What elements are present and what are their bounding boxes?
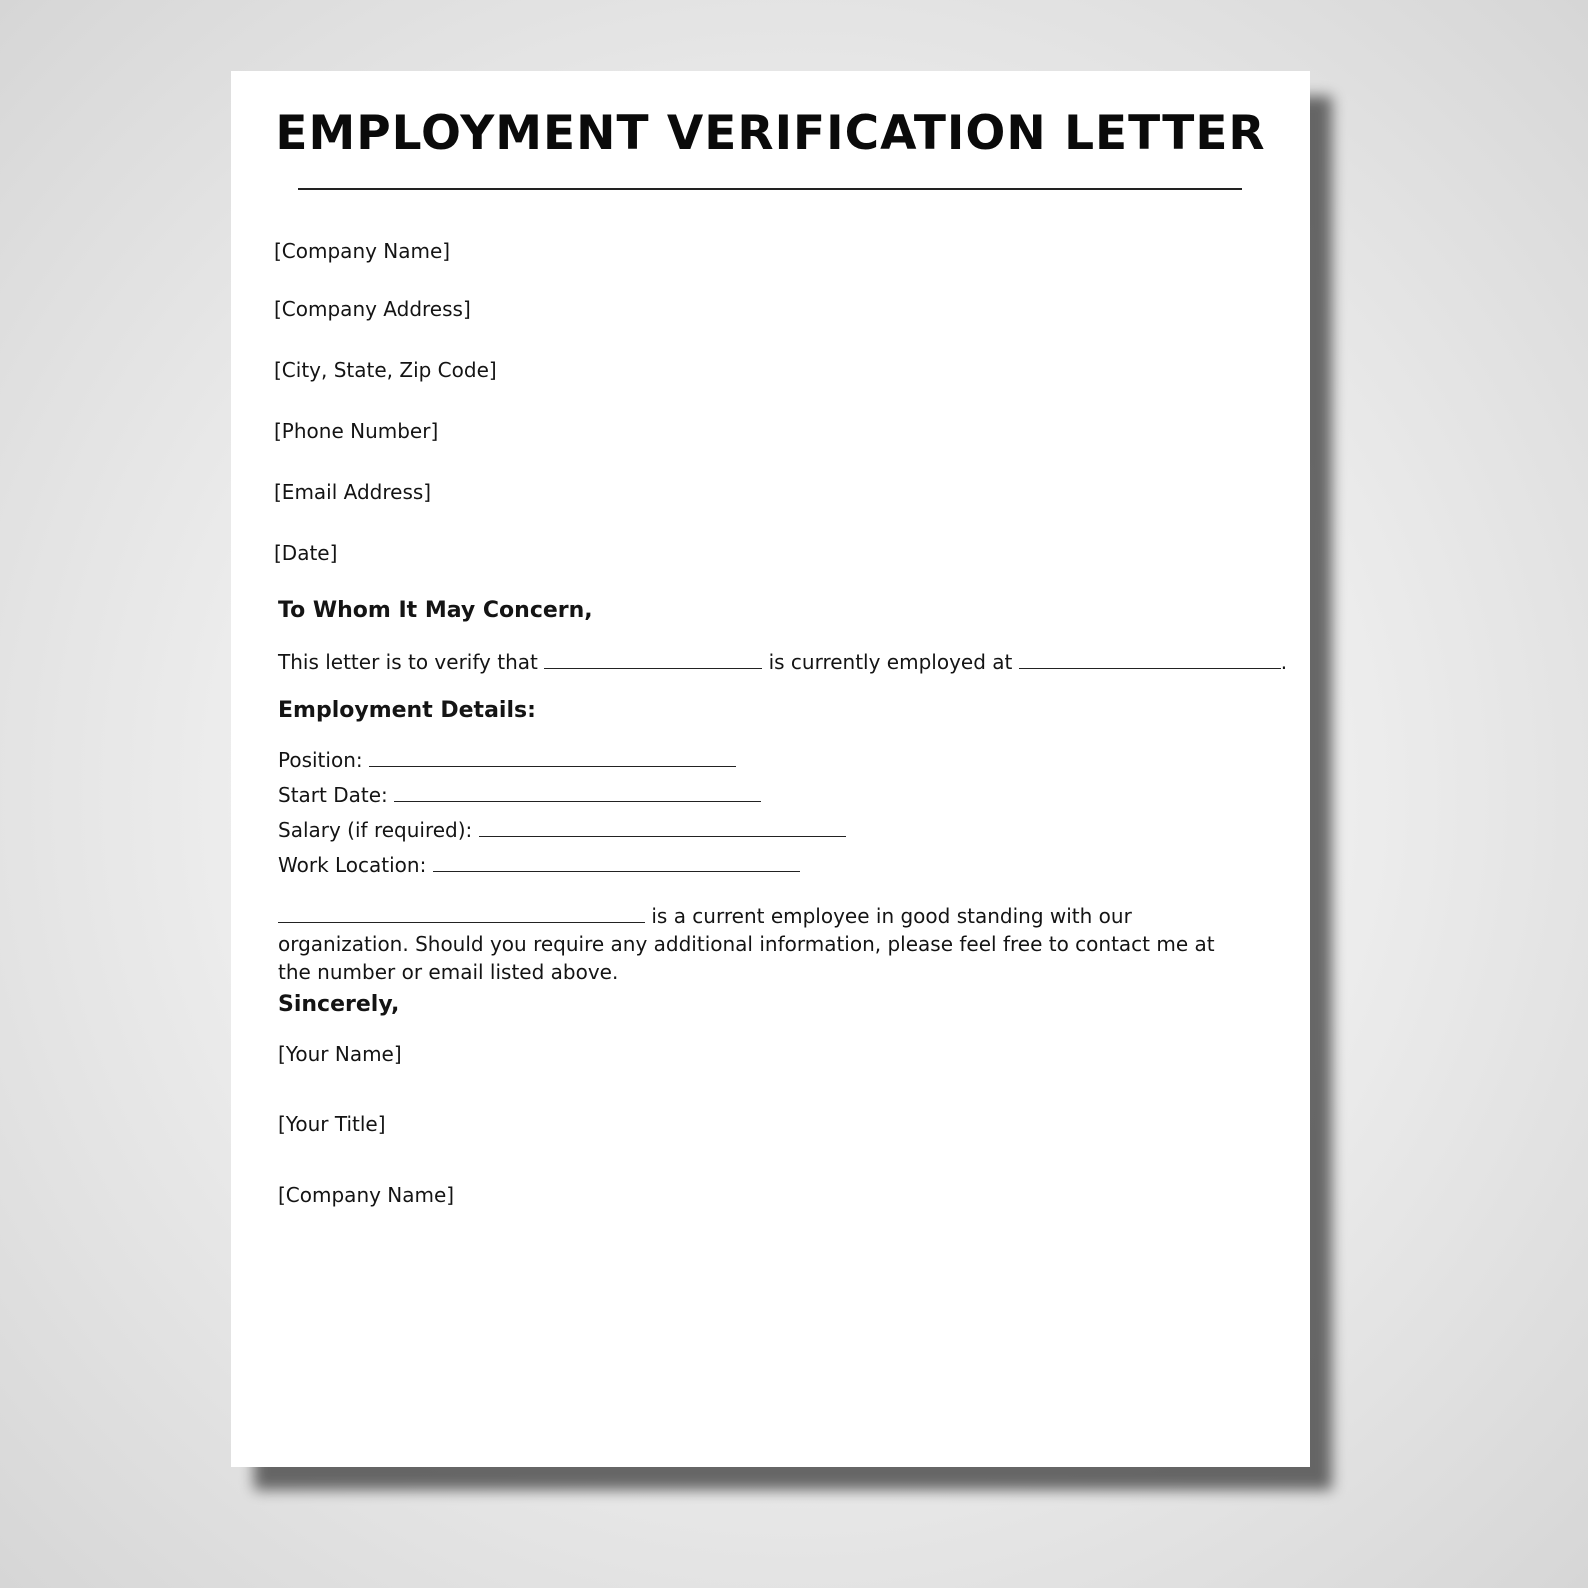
sender-city-state-zip: [City, State, Zip Code] [274, 358, 497, 382]
sender-phone: [Phone Number] [274, 419, 439, 443]
work-location-label: Work Location: [278, 853, 427, 877]
closing-paragraph [278, 902, 1253, 986]
signoff-company-name: [Company Name] [278, 1183, 455, 1207]
intro-period: . [1280, 650, 1288, 674]
salary-blank[interactable] [479, 818, 846, 837]
letter-page [231, 71, 1310, 1467]
signoff-your-title: [Your Title] [278, 1112, 386, 1136]
salary-label: Salary (if required): [278, 818, 473, 842]
letter-date: [Date] [274, 541, 338, 565]
intro-text-1: This letter is to verify that [278, 650, 538, 674]
sender-email: [Email Address] [274, 480, 432, 504]
letter-title: EMPLOYMENT VERIFICATION LETTER [275, 106, 1266, 161]
work-location-row [278, 852, 800, 878]
sincerely: Sincerely, [278, 992, 400, 1017]
employee-standing-blank[interactable] [278, 904, 645, 923]
sender-company-address: [Company Address] [274, 297, 471, 321]
salutation: To Whom It May Concern, [278, 598, 593, 623]
closing-line-1: is a current employee in good standing with our organization. [278, 904, 1132, 956]
company-name-blank[interactable] [1019, 650, 1281, 669]
closing-line-2: Should you require any additional information, please feel free to contact me at the number or email listed above. [278, 932, 1215, 984]
intro-line [278, 649, 1287, 675]
start-date-row [278, 782, 761, 808]
position-blank[interactable] [369, 748, 736, 767]
work-location-blank[interactable] [433, 853, 800, 872]
start-date-label: Start Date: [278, 783, 388, 807]
start-date-blank[interactable] [394, 783, 761, 802]
signoff-your-name: [Your Name] [278, 1042, 402, 1066]
intro-text-2: is currently employed at [768, 650, 1013, 674]
sender-company-name: [Company Name] [274, 239, 451, 263]
position-row [278, 747, 736, 773]
employment-details-heading: Employment Details: [278, 698, 536, 723]
title-divider [298, 188, 1242, 190]
position-label: Position: [278, 748, 363, 772]
employee-name-blank[interactable] [544, 650, 762, 669]
salary-row [278, 817, 846, 843]
